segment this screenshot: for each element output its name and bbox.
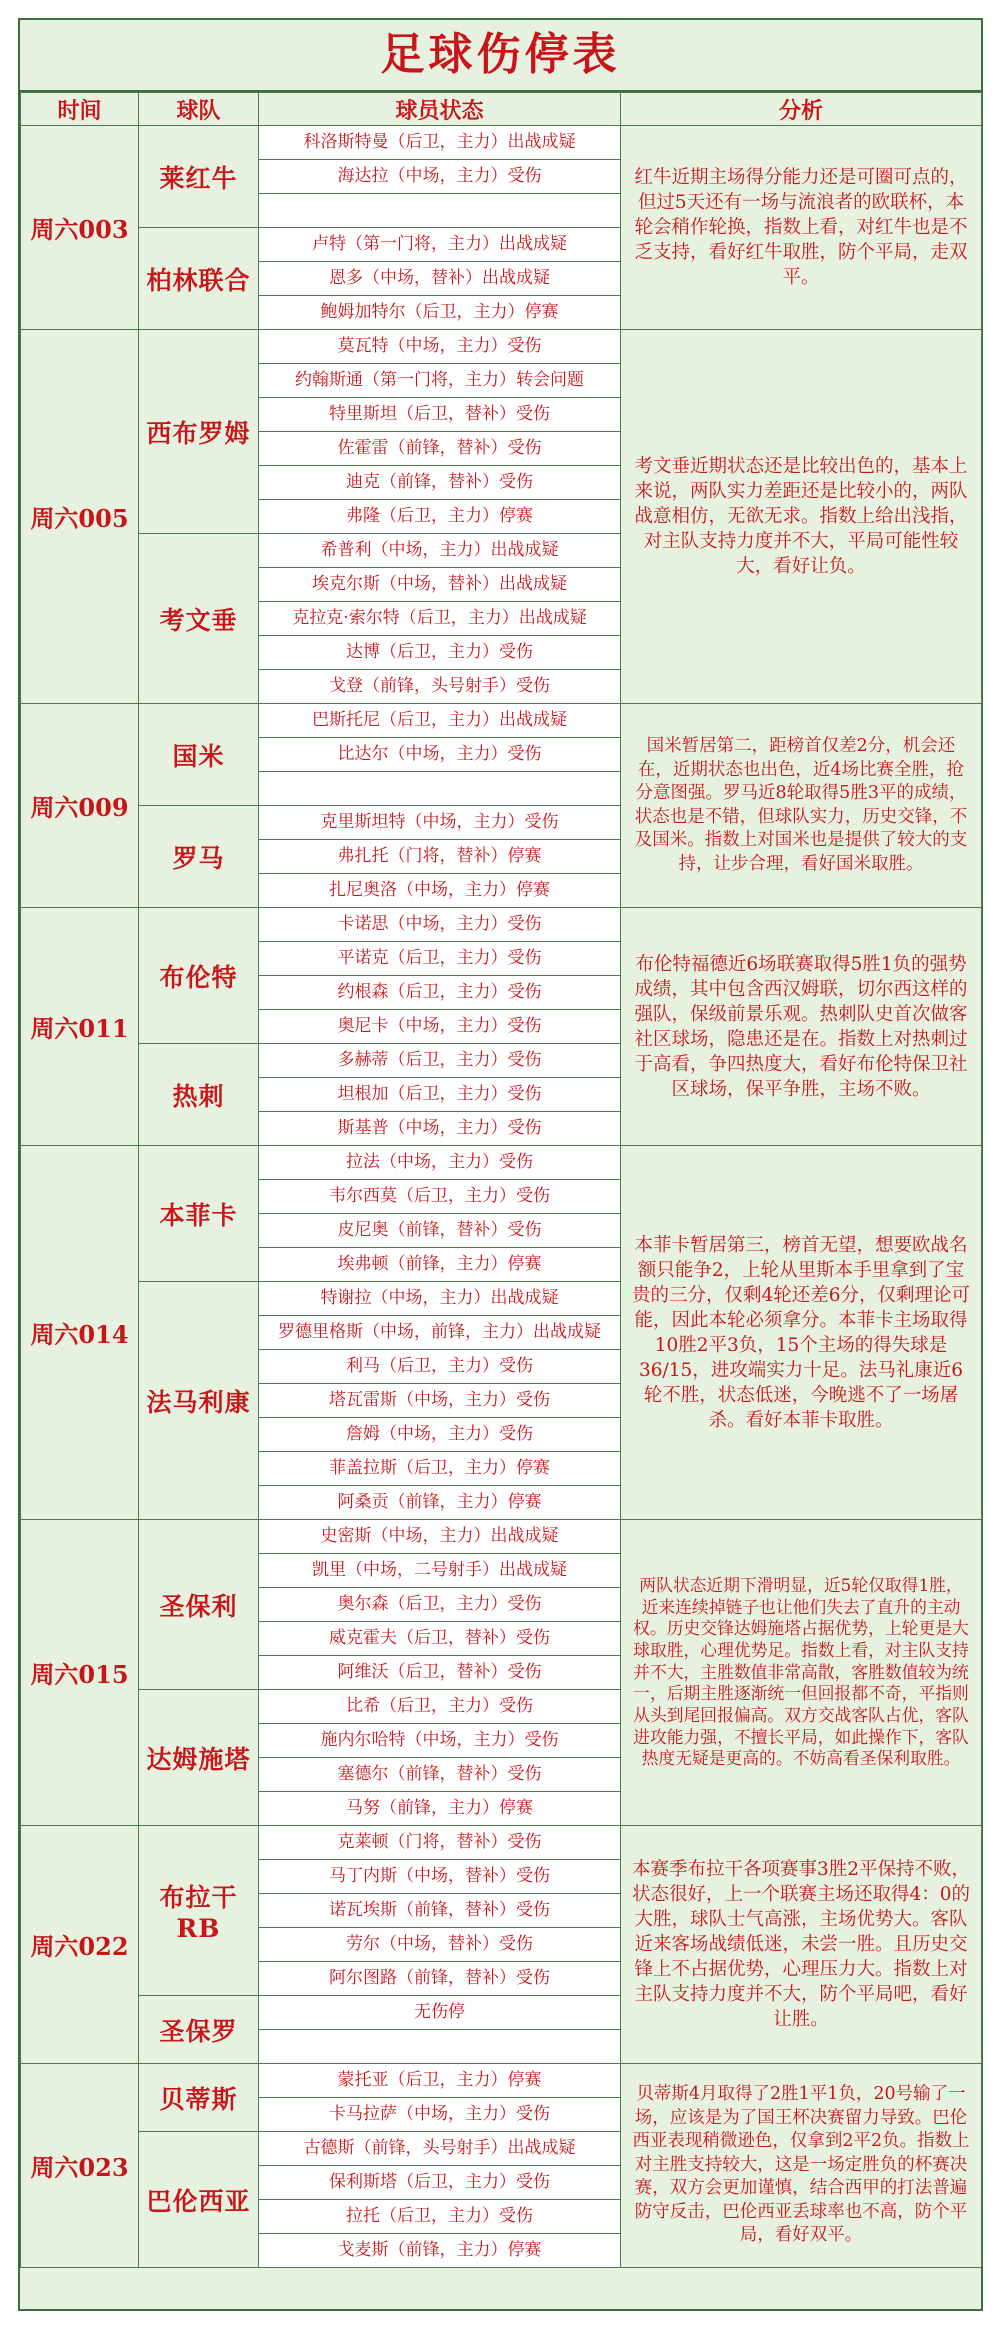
header-team: 球队 [139, 93, 259, 126]
player-status: 卢特（第一门将，主力）出战成疑 [259, 228, 621, 262]
player-status: 巴斯托尼（后卫，主力）出战成疑 [259, 704, 621, 738]
home-team-name: 国米 [139, 704, 259, 806]
player-status: 弗扎托（门将，替补）停赛 [259, 840, 621, 874]
player-status: 奥尼卡（中场，主力）受伤 [259, 1010, 621, 1044]
away-team-name: 达姆施塔 [139, 1690, 259, 1826]
player-status: 马努（前锋，主力）停赛 [259, 1792, 621, 1826]
player-status: 马丁内斯（中场，替补）受伤 [259, 1860, 621, 1894]
player-status: 希普利（中场，主力）出战成疑 [259, 534, 621, 568]
away-team-name: 罗马 [139, 806, 259, 908]
match-date: 周六009 [21, 704, 139, 908]
injury-table-container [18, 18, 983, 2311]
player-status: 特谢拉（中场，主力）出战成疑 [259, 1282, 621, 1316]
table-row [21, 704, 982, 738]
table-row [21, 1146, 982, 1180]
player-status: 罗德里格斯（中场，前锋，主力）出战成疑 [259, 1316, 621, 1350]
header-time: 时间 [21, 93, 139, 126]
player-status: 奥尔森（后卫，主力）受伤 [259, 1588, 621, 1622]
player-status: 保利斯塔（后卫，主力）受伤 [259, 2166, 621, 2200]
player-status: 莫瓦特（中场，主力）受伤 [259, 330, 621, 364]
match-analysis: 考文垂近期状态还是比较出色的，基本上来说，两队实力差距还是比较小的，两队战意相仿，无欲无求。指数上给出浅指，对主队支持力度并不大，平局可能性较大，看好让负。 [621, 330, 982, 704]
player-status: 威克霍夫（后卫，替补）受伤 [259, 1622, 621, 1656]
header-status: 球员状态 [259, 93, 621, 126]
home-team-name: 莱红牛 [139, 126, 259, 228]
home-team-name: 本菲卡 [139, 1146, 259, 1282]
player-status: 克莱顿（门将，替补）受伤 [259, 1826, 621, 1860]
player-status: 比希（后卫，主力）受伤 [259, 1690, 621, 1724]
player-status: 阿桑贡（前锋，主力）停赛 [259, 1486, 621, 1520]
player-status: 诺瓦埃斯（前锋，替补）受伤 [259, 1894, 621, 1928]
match-analysis: 国米暂居第二，距榜首仅差2分，机会还在，近期状态也出色，近4场比赛全胜，抢分意图强。罗马近8轮取得5胜3平的成绩，状态也是不错，但球队实力，历史交锋，不及国米。指数上对国米也是提供了较大的支持，让步合理，看好国米取胜。 [621, 704, 982, 908]
player-status: 詹姆（中场，主力）受伤 [259, 1418, 621, 1452]
match-date: 周六005 [21, 330, 139, 704]
player-status: 拉托（后卫，主力）受伤 [259, 2200, 621, 2234]
table-row [21, 2064, 982, 2098]
player-status: 韦尔西莫（后卫，主力）受伤 [259, 1180, 621, 1214]
player-status: 皮尼奥（前锋，替补）受伤 [259, 1214, 621, 1248]
player-status: 塞德尔（前锋，替补）受伤 [259, 1758, 621, 1792]
match-analysis: 本菲卡暂居第三，榜首无望，想要欧战名额只能争2，上轮从里斯本手里拿到了宝贵的三分，仅剩4轮还差6分，仅剩理论可能，因此本轮必须拿分。本菲卡主场取得10胜2平3负，15个主场的得失球是36/15，进攻端实力十足。法马礼康近6轮不胜，状态低迷，今晚逃不了一场屠杀。看好本菲卡取胜。 [621, 1146, 982, 1520]
player-status: 戈登（前锋，头号射手）受伤 [259, 670, 621, 704]
home-team-name: 西布罗姆 [139, 330, 259, 534]
match-analysis: 贝蒂斯4月取得了2胜1平1负，20号输了一场，应该是为了国王杯决赛留力导致。巴伦西亚表现稍微逊色，仅拿到2平2负。指数上对主胜支持较大，这是一场定胜负的杯赛决赛，双方会更加谨慎，结合西甲的打法普遍防守反击，巴伦西亚丢球率也不高，防个平局，看好双平。 [621, 2064, 982, 2268]
home-team-name: 圣保利 [139, 1520, 259, 1690]
player-status: 阿维沃（后卫，替补）受伤 [259, 1656, 621, 1690]
page-title: 足球伤停表 [20, 20, 981, 92]
player-status: 施内尔哈特（中场，主力）受伤 [259, 1724, 621, 1758]
player-status: 特里斯坦（后卫，替补）受伤 [259, 398, 621, 432]
player-status: 达博（后卫，主力）受伤 [259, 636, 621, 670]
match-date: 周六022 [21, 1826, 139, 2064]
player-status: 阿尔图路（前锋，替补）受伤 [259, 1962, 621, 1996]
player-status: 无伤停 [259, 1996, 621, 2030]
player-status: 约翰斯通（第一门将，主力）转会问题 [259, 364, 621, 398]
table-row [21, 908, 982, 942]
player-status: 古德斯（前锋，头号射手）出战成疑 [259, 2132, 621, 2166]
player-status: 斯基普（中场，主力）受伤 [259, 1112, 621, 1146]
injury-table [20, 92, 982, 2268]
player-status: 扎尼奥洛（中场，主力）停赛 [259, 874, 621, 908]
player-status: 利马（后卫，主力）受伤 [259, 1350, 621, 1384]
player-status: 史密斯（中场，主力）出战成疑 [259, 1520, 621, 1554]
table-row [21, 330, 982, 364]
player-status: 菲盖拉斯（后卫，主力）停赛 [259, 1452, 621, 1486]
player-status: 埃克尔斯（中场，替补）出战成疑 [259, 568, 621, 602]
match-date: 周六014 [21, 1146, 139, 1520]
player-status: 凯里（中场，二号射手）出战成疑 [259, 1554, 621, 1588]
player-status [259, 2030, 621, 2064]
player-status: 弗隆（后卫，主力）停赛 [259, 500, 621, 534]
away-team-name: 圣保罗 [139, 1996, 259, 2064]
player-status: 佐霍雷（前锋，替补）受伤 [259, 432, 621, 466]
player-status: 平诺克（后卫，主力）受伤 [259, 942, 621, 976]
home-team-name: 布拉干RB [139, 1826, 259, 1996]
away-team-name: 热刺 [139, 1044, 259, 1146]
match-date: 周六011 [21, 908, 139, 1146]
player-status: 劳尔（中场，替补）受伤 [259, 1928, 621, 1962]
player-status: 科洛斯特曼（后卫，主力）出战成疑 [259, 126, 621, 160]
match-date: 周六003 [21, 126, 139, 330]
away-team-name: 法马利康 [139, 1282, 259, 1520]
player-status: 卡诺思（中场，主力）受伤 [259, 908, 621, 942]
match-analysis: 红牛近期主场得分能力还是可圈可点的，但过5天还有一场与流浪者的欧联杯，本轮会稍作轮换，指数上看，对红牛也是不乏支持，看好红牛取胜，防个平局，走双平。 [621, 126, 982, 330]
player-status: 克拉克·索尔特（后卫，主力）出战成疑 [259, 602, 621, 636]
player-status [259, 772, 621, 806]
match-date: 周六023 [21, 2064, 139, 2268]
player-status: 约根森（后卫，主力）受伤 [259, 976, 621, 1010]
match-analysis: 布伦特福德近6场联赛取得5胜1负的强势成绩，其中包含西汉姆联，切尔西这样的强队，保级前景乐观。热刺队史首次做客社区球场，隐患还是在。指数上对热刺过于高看，争四热度大，看好布伦特保卫社区球场，保平争胜，主场不败。 [621, 908, 982, 1146]
away-team-name: 考文垂 [139, 534, 259, 704]
player-status [259, 194, 621, 228]
away-team-name: 巴伦西亚 [139, 2132, 259, 2268]
table-header-row [21, 93, 982, 126]
player-status: 比达尔（中场，主力）受伤 [259, 738, 621, 772]
player-status: 拉法（中场，主力）受伤 [259, 1146, 621, 1180]
table-row [21, 1826, 982, 1860]
player-status: 戈麦斯（前锋，主力）停赛 [259, 2234, 621, 2268]
match-analysis: 两队状态近期下滑明显，近5轮仅取得1胜，近来连续掉链子也让他们失去了直升的主动权。历史交锋达姆施塔占据优势，上轮更是大球取胜，心理优势足。指数上看，对主队支持并不大，主胜数值非常高散，客胜数值较为统一，后期主胜逐渐统一但回报都不奇，平指则从头到尾回报偏高。双方交战客队占优，客队进攻能力强，不擅长平局，如此操作下，客队热度无疑是更高的。不妨高看圣保利取胜。 [621, 1520, 982, 1826]
player-status: 塔瓦雷斯（中场，主力）受伤 [259, 1384, 621, 1418]
away-team-name: 柏林联合 [139, 228, 259, 330]
player-status: 海达拉（中场，主力）受伤 [259, 160, 621, 194]
home-team-name: 布伦特 [139, 908, 259, 1044]
player-status: 卡马拉萨（中场，主力）受伤 [259, 2098, 621, 2132]
player-status: 鲍姆加特尔（后卫，主力）停赛 [259, 296, 621, 330]
match-date: 周六015 [21, 1520, 139, 1826]
home-team-name: 贝蒂斯 [139, 2064, 259, 2132]
player-status: 恩多（中场，替补）出战成疑 [259, 262, 621, 296]
player-status: 克里斯坦特（中场，主力）受伤 [259, 806, 621, 840]
player-status: 蒙托亚（后卫，主力）停赛 [259, 2064, 621, 2098]
table-row [21, 1520, 982, 1554]
player-status: 多赫蒂（后卫，主力）受伤 [259, 1044, 621, 1078]
player-status: 迪克（前锋，替补）受伤 [259, 466, 621, 500]
match-analysis: 本赛季布拉干各项赛事3胜2平保持不败，状态很好，上一个联赛主场还取得4：0的大胜，球队士气高涨，主场优势大。客队近来客场战绩低迷，未尝一胜。且历史交锋上不占据优势，心理压力大。指数上对主队支持力度并不大，防个平局吧，看好让胜。 [621, 1826, 982, 2064]
player-status: 埃弗顿（前锋，主力）停赛 [259, 1248, 621, 1282]
header-analysis: 分析 [621, 93, 982, 126]
player-status: 坦根加（后卫，主力）受伤 [259, 1078, 621, 1112]
table-row [21, 126, 982, 160]
